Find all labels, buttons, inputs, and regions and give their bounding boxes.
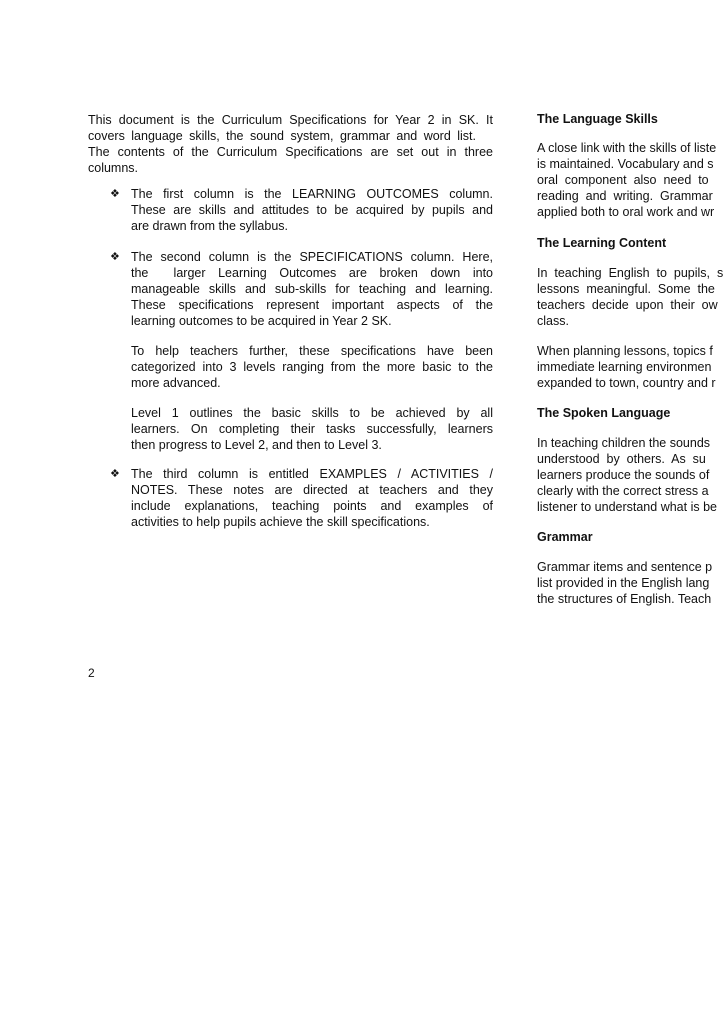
text-line: learners produce the sounds of: [537, 468, 710, 482]
text-line: the larger Learning Outcomes are broken down into: [131, 266, 493, 280]
text-line: teachers decide upon their ow: [537, 298, 718, 312]
text-line: learners. On completing their tasks successfully, learners: [131, 422, 493, 436]
text-line: listener to understand what is be: [537, 500, 717, 514]
text-line: list provided in the English lang: [537, 576, 710, 590]
text-line: A close link with the skills of liste: [537, 141, 717, 155]
text-line: Level 1 outlines the basic skills to be achieved by all: [131, 406, 493, 420]
text-line: The first column is the LEARNING OUTCOMES column.: [131, 187, 493, 201]
text-line: These specifications represent important aspects of the: [131, 298, 493, 312]
heading-grammar: Grammar: [537, 530, 593, 544]
text-line: understood by others. As su: [537, 452, 706, 466]
text-line: categorized into 3 levels ranging from the more basic to the: [131, 360, 493, 374]
text-line: In teaching English to pupils, s: [537, 266, 724, 280]
text-line: lessons meaningful. Some the: [537, 282, 715, 296]
heading-language-skills: The Language Skills: [537, 112, 658, 126]
text-line: applied both to oral work and wr: [537, 205, 715, 219]
text-line: Grammar items and sentence p: [537, 560, 713, 574]
text-line: manageable skills and sub-skills for teaching and learning.: [131, 282, 493, 296]
text-line: The third column is entitled EXAMPLES / ACTIVITIES /: [131, 467, 493, 481]
heading-learning-content: The Learning Content: [537, 236, 667, 250]
text-line: immediate learning environmen: [537, 360, 712, 374]
diamond-bullet-icon: ❖: [110, 188, 120, 200]
diamond-bullet-icon: ❖: [110, 468, 120, 480]
text-line: columns.: [88, 161, 139, 175]
text-line: activities to help pupils achieve the skill specifications.: [131, 515, 430, 529]
text-line: include explanations, teaching points and examples of: [131, 499, 493, 513]
text-line: expanded to town, country and r: [537, 376, 716, 390]
text-line: class.: [537, 314, 569, 328]
text-line: oral component also need to: [537, 173, 709, 187]
text-line: clearly with the correct stress a: [537, 484, 709, 498]
text-line: The second column is the SPECIFICATIONS column. Here,: [131, 250, 493, 264]
text-line: These are skills and attitudes to be acquired by pupils and: [131, 203, 493, 217]
text-line: is maintained. Vocabulary and s: [537, 157, 714, 171]
text-line: covers language skills, the sound system, grammar and word list.: [88, 129, 476, 143]
text-line: more advanced.: [131, 376, 221, 390]
text-line: reading and writing. Grammar: [537, 189, 713, 203]
page-number: 2: [88, 666, 95, 680]
text-line: This document is the Curriculum Specifications for Year 2 in SK. It: [88, 113, 493, 127]
text-line: are drawn from the syllabus.: [131, 219, 289, 233]
text-line: learning outcomes to be acquired in Year 2 SK.: [131, 314, 392, 328]
heading-spoken-language: The Spoken Language: [537, 406, 671, 420]
text-line: the structures of English. Teach: [537, 592, 712, 606]
text-line: NOTES. These notes are directed at teachers and they: [131, 483, 493, 497]
diamond-bullet-icon: ❖: [110, 251, 120, 263]
text-line: The contents of the Curriculum Specifications are set out in three: [88, 145, 493, 159]
text-line: In teaching children the sounds: [537, 436, 711, 450]
text-line: When planning lessons, topics f: [537, 344, 713, 358]
text-line: then progress to Level 2, and then to Level 3.: [131, 438, 382, 452]
text-line: To help teachers further, these specifications have been: [131, 344, 493, 358]
